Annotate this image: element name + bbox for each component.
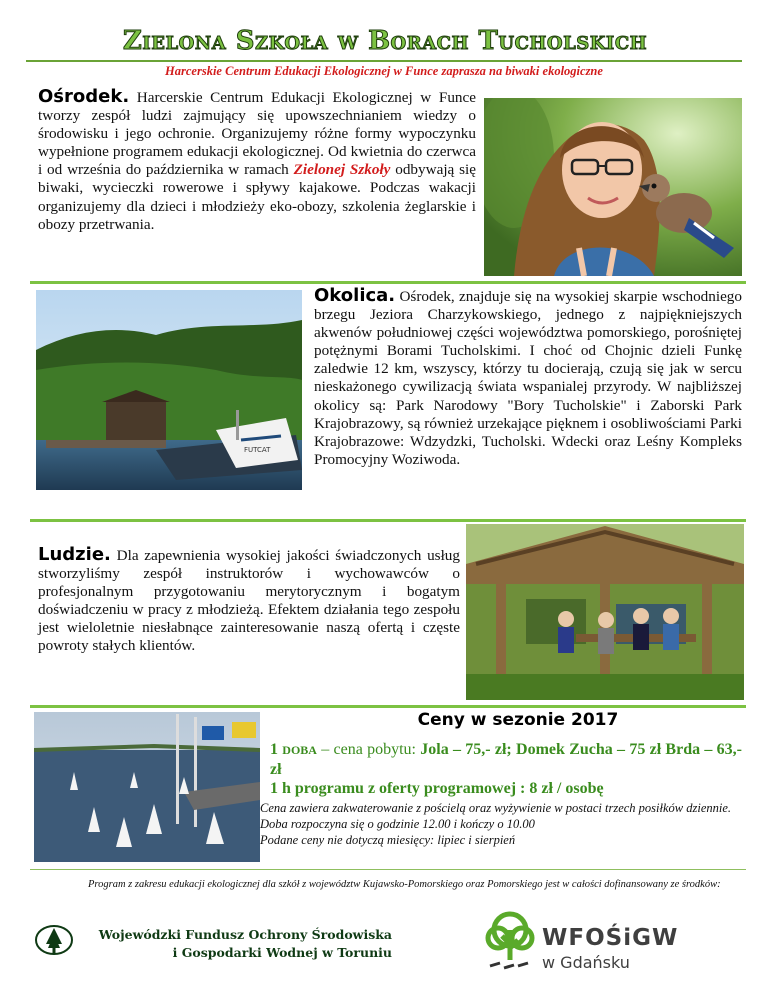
section-divider	[30, 281, 746, 284]
wfosigw-gdansk-logo-icon	[480, 908, 540, 978]
price-note: Cena zawiera zakwaterowanie z pościelą oraz wyżywienie w postaci trzech posiłków dziennie.	[260, 801, 732, 815]
photo-sailing-boats	[34, 712, 260, 862]
fund-name-line1: Wojewódzki Fundusz Ochrony Środowiska	[98, 927, 392, 942]
price-line-program: 1 h programu z oferty programowej : 8 zł / osobę	[270, 780, 604, 797]
price-rates: Jola – 75,- zł; Domek Zucha – 75 zł Brda – 63,- zł	[270, 741, 742, 778]
boat-name-label: FUTCAT	[244, 446, 271, 454]
page-title: Zielona Szkoła w Borach Tucholskich	[122, 26, 648, 56]
osrodek-text-a: Harcerskie Centrum Edukacji Ekologicznej w Funce tworzy zespół ludzi zajmujący się upowszechnianiem wiedzy o środowisku i jego ochronie. Organizujemy różne formy wypoczynku wypełnione programem edukacji ekologicznej. Od kwietnia do czerwca i od września do października w ramach	[38, 89, 476, 179]
page-subtitle: Harcerskie Centrum Edukacji Ekologicznej w Funce zaprasza na biwaki ekologiczne	[165, 64, 603, 78]
section-divider	[30, 519, 746, 522]
price-notes	[260, 800, 742, 848]
section-divider	[30, 705, 746, 708]
program-funding-note: Program z zakresu edukacji ekologicznej dla szkół z województw Kujawsko-Pomorskiego oraz Pomorskiego jest w całości dofinansowany ze środków:	[88, 879, 721, 890]
section-ludzie	[38, 546, 460, 656]
prices-heading: Ceny w sezonie 2017	[417, 710, 619, 730]
wfos-torun-logo-icon	[34, 922, 74, 958]
price-line-daily	[270, 740, 742, 780]
wfosigw-name: WFOŚiGW	[542, 925, 679, 951]
osrodek-text-b: odbywają się biwaki, wycieczki rowerowe i spływy kajakowe. Podczas wakacji organizujemy dla dzieci i młodzieży eko-obozy, szkolenia żeglarskie i obozy przetrwania.	[38, 161, 476, 233]
photo-girl-with-bird	[484, 98, 742, 276]
section-heading-osrodek: Ośrodek.	[38, 86, 130, 107]
fund-name-line2: i Gospodarki Wodnej w Toruniu	[172, 945, 392, 960]
title-divider	[26, 60, 742, 62]
section-osrodek	[38, 88, 476, 234]
wfosigw-city: w Gdańsku	[542, 953, 630, 972]
photo-gazebo-group	[466, 524, 744, 700]
section-okolica	[314, 287, 742, 469]
photo-lake-harbour	[36, 290, 302, 490]
price-note: Doba rozpoczyna się o godzinie 12.00 i kończy o 10.00	[260, 817, 535, 831]
wfos-torun-name	[92, 926, 392, 962]
okolica-text: Ośrodek, znajduje się na wysokiej skarpie wschodniego brzegu Jeziora Charzykowskiego, jednego z najpiękniejszych akwenów południowej części województwa pomorskiego, porośniętej potężnymi Borami Tucholskimi. I choć od Chojnic dzieli Funkę zaledwie 12 km, wszyscy, którzy tu docierają, czują się jak w sercu nieskażonego cywilizacją świata wspanialej przyrody. W najbliższej okolicy są: Park Narodowy "Bory Tucholskie" i Zaborski Park Krajobrazowy, są również urzekające pięknem i osobliwościami Parki Krajobrazowe: Wdzydzki, Tucholski. Wdecki oraz Leśny Kompleks Promocyjny Woziwoda.	[314, 288, 742, 468]
footer-divider	[30, 869, 746, 870]
price-note: Podane ceny nie dotyczą miesięcy: lipiec i sierpień	[260, 833, 516, 847]
ludzie-text: Dla zapewnienia wysokiej jakości świadczonych usług stworzyliśmy zespół instruktorów i wychowawców o profesjonalnym przygotowaniu merytorycznym i bogatym doświadczeniu w pracy z młodzieżą. Efektem działania tego zespołu jest wieloletnie niesłabnące zainteresowanie naszą ofertą i częste powroty stałych klientów.	[38, 547, 460, 655]
section-heading-ludzie: Ludzie.	[38, 544, 111, 565]
section-heading-okolica: Okolica.	[314, 285, 396, 306]
price-label: – cena pobytu:	[316, 741, 421, 758]
price-day-count: 1	[270, 741, 283, 758]
price-day-unit: DOBA	[282, 743, 317, 757]
zielona-szkola-highlight: Zielonej Szkoły	[293, 161, 391, 179]
